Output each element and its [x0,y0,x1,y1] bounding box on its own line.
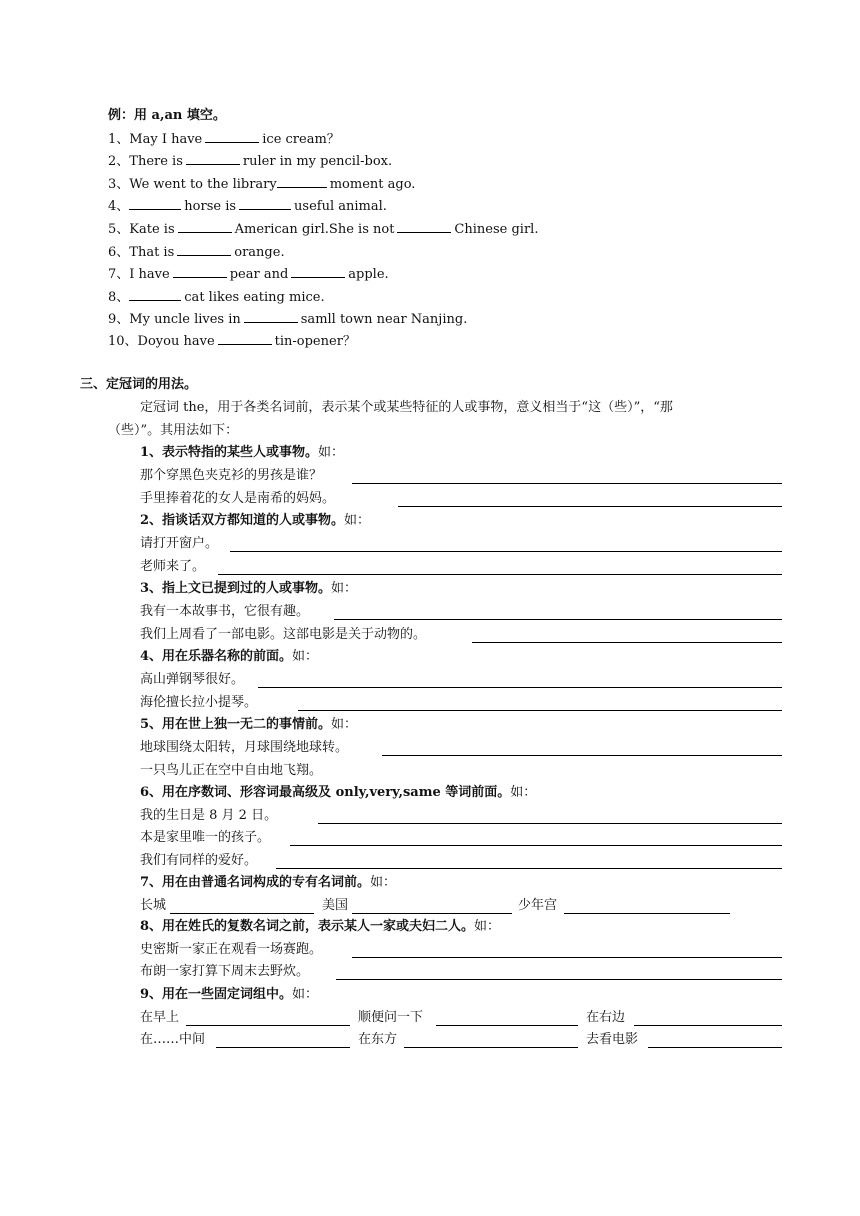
list-item [108,152,392,171]
answer-blank[interactable] [239,197,291,210]
item-text: My uncle lives in [129,312,241,327]
rule-title-text: 1、表示特指的某些人或事物。 [140,445,319,460]
item-text: ice cream？ [262,132,340,147]
answer-line[interactable] [218,573,782,575]
rule-title-text: 8、用在姓氏的复数名词之前，表示某人一家或夫妇二人。 [140,919,475,934]
term-label: 长城 [140,898,167,913]
item-number: 6、 [108,245,130,260]
rule-ru: 如： [474,919,501,934]
item-text: Doyou have [137,334,215,349]
list-item [108,310,467,329]
answer-line[interactable] [318,822,782,824]
rule-title [140,716,357,734]
rule-ru: 如： [331,717,358,732]
rule-title-text: 5、用在世上独一无二的事情前。 [140,717,332,732]
rule-ru: 如： [331,581,358,596]
example-sentence: 手里捧着花的女人是南希的妈妈。 [140,491,336,506]
rule-title-text: 9、用在一些固定词组中。 [140,987,293,1002]
item-text: horse is [184,199,237,214]
list-item [108,197,387,216]
rule-ru: 如： [292,649,319,664]
rule-ru: 如： [318,445,345,460]
rule-title [140,444,344,462]
answer-line[interactable] [290,844,782,846]
example-sentence: 地球围绕太阳转，月球围绕地球转。 [140,740,349,755]
list-item [108,130,340,149]
answer-line[interactable] [258,686,782,688]
item-text: apple. [348,267,389,282]
item-text: cat likes eating mice. [184,290,325,305]
example-sentence: 我有一本故事书，它很有趣。 [140,604,310,619]
item-text: orange. [234,245,285,260]
item-text: Kate is [129,222,175,237]
item-text: ruler in my pencil-box. [242,154,393,169]
item-text: useful animal. [294,199,387,214]
rule-title-text: 6、用在序数词、形容词最高级及 only,very,same 等词前面。 [140,785,511,800]
answer-line[interactable] [398,505,782,507]
item-number: 3、 [108,177,130,192]
intro-text: （些）”。其用法如下： [108,423,239,438]
item-number: 7、 [108,267,130,282]
answer-line[interactable] [382,754,782,756]
rule-title-text: 2、指谈话双方都知道的人或事物。 [140,513,345,528]
item-text: tin-opener？ [274,334,356,349]
example-sentence: 布朗一家打算下周末去野炊。 [140,964,310,979]
item-text: I have [129,267,170,282]
answer-line[interactable] [276,867,782,869]
list-item [108,265,389,284]
rule-title [140,648,318,666]
item-text: samll town near Nanjing. [300,312,468,327]
answer-blank[interactable] [178,220,232,233]
answer-blank[interactable] [218,332,272,345]
rule-title [140,784,536,802]
rule-title [140,512,370,530]
answer-line[interactable] [334,618,782,620]
example-sentence: 我们上周看了一部电影。这部电影是关于动物的。 [140,627,427,642]
example-sentence: 一只鸟儿正在空中自由地飞翔。 [140,763,323,778]
answer-line[interactable] [170,912,314,914]
answer-line[interactable] [298,709,782,711]
rule-ru: 如： [370,875,397,890]
term-label: 在右边 [586,1010,626,1025]
item-text: There is [129,154,183,169]
answer-line[interactable] [564,912,730,914]
item-number: 1、 [108,132,130,147]
answer-line[interactable] [472,641,782,643]
rule-title-text: 4、用在乐器名称的前面。 [140,649,293,664]
answer-blank[interactable] [291,265,345,278]
answer-line[interactable] [648,1046,782,1048]
example-sentence: 高山弹钢琴很好。 [140,672,245,687]
item-text: American girl.She is not [234,222,395,237]
term-label: 顺便问一下 [358,1010,424,1025]
rule-ru: 如： [510,785,537,800]
example-sentence: 老师来了。 [140,559,206,574]
example-sentence: 那个穿黑色夹克衫的男孩是谁？ [140,468,323,483]
rule-ru: 如： [292,987,319,1002]
term-label: 去看电影 [586,1032,639,1047]
item-number: 8、 [108,290,130,305]
list-item [108,243,285,262]
rule-title [140,580,357,598]
term-label: 美国 [322,898,349,913]
answer-line[interactable] [404,1046,578,1048]
answer-blank[interactable] [244,310,298,323]
example-sentence: 本是家里唯一的孩子。 [140,830,271,845]
list-item [108,288,325,307]
answer-line[interactable] [230,550,782,552]
answer-line[interactable] [352,482,782,484]
rule-title-text: 3、指上文已提到过的人或事物。 [140,581,332,596]
item-number: 2、 [108,154,130,169]
section-heading: 三、定冠词的用法。 [80,377,198,392]
item-number: 4、 [108,199,130,214]
answer-line[interactable] [352,956,782,958]
rule-ru: 如： [344,513,371,528]
item-text: Chinese girl. [454,222,539,237]
list-item [108,175,415,194]
answer-blank[interactable] [129,288,181,301]
answer-line[interactable] [216,1046,350,1048]
list-item [108,220,538,239]
list-item [108,332,356,351]
answer-blank[interactable] [397,220,451,233]
answer-blank[interactable] [277,175,327,188]
term-label: 在早上 [140,1010,180,1025]
answer-blank[interactable] [129,197,181,210]
item-text: We went to the library [129,177,277,192]
item-text: moment ago. [329,177,416,192]
answer-blank[interactable] [186,152,240,165]
example-sentence: 我们有同样的爱好。 [140,853,258,868]
answer-line[interactable] [352,912,512,914]
item-number: 10、 [108,334,138,349]
item-text: pear and [229,267,289,282]
rule-title-text: 7、用在由普通名词构成的专有名词前。 [140,875,371,890]
example-sentence: 史密斯一家正在观看一场赛跑。 [140,942,323,957]
rule-title [140,986,318,1004]
answer-line[interactable] [634,1024,782,1026]
answer-blank[interactable] [205,130,259,143]
term-label: 少年宫 [518,898,558,913]
example-sentence: 我的生日是 8 月 2 日。 [140,808,278,823]
item-number: 9、 [108,312,130,327]
answer-blank[interactable] [177,243,231,256]
answer-line[interactable] [186,1024,350,1026]
term-label: 在东方 [358,1032,398,1047]
rule-title [140,918,500,936]
example-sentence: 海伦擅长拉小提琴。 [140,695,258,710]
item-number: 5、 [108,222,130,237]
answer-line[interactable] [336,978,782,980]
term-label: 在……中间 [140,1032,206,1047]
item-text: That is [129,245,175,260]
rule-title [140,874,396,892]
intro-text: 定冠词 the，用于各类名词前，表示某个或某些特征的人或事物，意义相当于“这（些）”，“那 [140,400,673,415]
answer-blank[interactable] [173,265,227,278]
answer-line[interactable] [436,1024,578,1026]
item-text: May I have [129,132,203,147]
example-heading: 例：用 a,an 填空。 [108,108,226,123]
example-sentence: 请打开窗户。 [140,536,219,551]
